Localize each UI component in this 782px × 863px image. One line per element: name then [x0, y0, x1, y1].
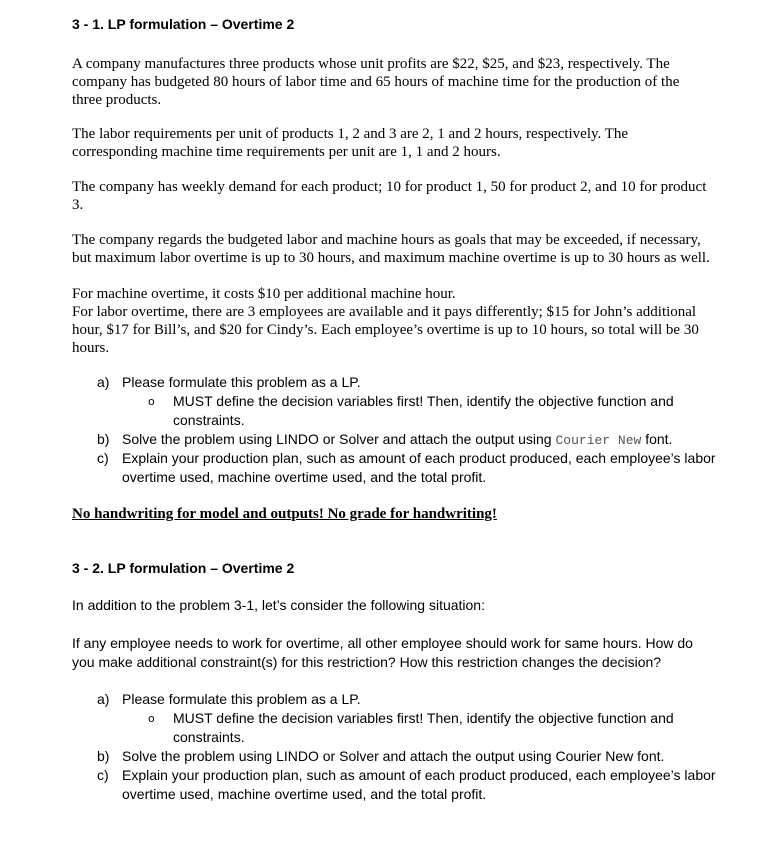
list-item-a: Please formulate this problem as a LP. [122, 691, 361, 707]
text-line: The company has weekly demand for each product; 10 for product 1, 50 for product 2, and 10 for product [72, 179, 707, 195]
text-line: overtime used, machine overtime used, and the total profit. [122, 469, 487, 485]
section1-paragraph-3 [72, 178, 732, 214]
text-line: corresponding machine time requirements per unit are 1, 1 and 2 hours. [72, 144, 501, 160]
list-marker-a: a) [97, 691, 110, 707]
section2-intro [72, 596, 732, 615]
sub-list-item [173, 709, 674, 747]
section1-paragraph-1 [72, 55, 732, 109]
section2-paragraph [72, 634, 732, 672]
section2-heading: 3 - 2. LP formulation – Overtime 2 [72, 560, 295, 576]
sub-bullet-icon: o [148, 712, 155, 725]
text-line: company has budgeted 80 hours of labor time and 65 hours of machine time for the production of the [72, 74, 680, 90]
text-line: MUST define the decision variables first! Then, identify the objective function and [173, 393, 674, 409]
text-line: but maximum labor overtime is up to 30 hours, and maximum machine overtime is up to 30 hours as well. [72, 250, 710, 266]
section1-heading: 3 - 1. LP formulation – Overtime 2 [72, 16, 295, 32]
list-item-b-text: Solve the problem using LINDO or Solver and attach the output using [122, 431, 556, 447]
text-line: For machine overtime, it costs $10 per additional machine hour. [72, 286, 456, 302]
section1-paragraph-2 [72, 125, 732, 161]
list-item-a: Please formulate this problem as a LP. [122, 374, 361, 390]
list-marker-b: b) [97, 748, 110, 764]
list-marker-b: b) [97, 431, 110, 447]
sub-list-item [173, 392, 674, 430]
text-line: The company regards the budgeted labor and machine hours as goals that may be exceeded, if necessary, [72, 232, 701, 248]
list-item-b-text-end: font. [641, 431, 673, 447]
list-item-c [122, 766, 716, 804]
list-item-c [122, 449, 716, 487]
sub-bullet-icon: o [148, 395, 155, 408]
text-line: 3. [72, 197, 84, 213]
text-line: overtime used, machine overtime used, and the total profit. [122, 786, 487, 802]
handwriting-warning: No handwriting for model and outputs! No grade for handwriting! [72, 506, 497, 522]
text-line: Explain your production plan, such as amount of each product produced, each employee’s labor [122, 767, 716, 783]
text-line: If any employee needs to work for overtime, all other employee should work for same hours. How do [72, 635, 693, 651]
text-line: hour, $17 for Bill’s, and $20 for Cindy’s. Each employee’s overtime is up to 10 hours, so total will be 30 [72, 322, 699, 338]
text-line: For labor overtime, there are 3 employees are available and it pays differently; $15 for John’s additional [72, 304, 697, 320]
text-line: you make additional constraint(s) for this restriction? How this restriction changes the decision? [72, 654, 662, 670]
courier-new-sample: Courier New [555, 433, 642, 448]
section1-paragraph-4 [72, 231, 732, 267]
text-line: Explain your production plan, such as amount of each product produced, each employee’s labor [122, 450, 716, 466]
text-line: MUST define the decision variables first! Then, identify the objective function and [173, 710, 674, 726]
list-marker-c: c) [97, 767, 109, 783]
section1-paragraph-5 [72, 285, 732, 357]
text-line: The labor requirements per unit of products 1, 2 and 3 are 2, 1 and 2 hours, respectively. The [72, 126, 629, 142]
list-item-b [122, 430, 672, 450]
list-marker-c: c) [97, 450, 109, 466]
text-line: In addition to the problem 3-1, let’s consider the following situation: [72, 597, 485, 613]
text-line: A company manufactures three products whose unit profits are $22, $25, and $23, respectively. The [72, 56, 670, 72]
text-line: hours. [72, 340, 110, 356]
text-line: three products. [72, 92, 162, 108]
list-marker-a: a) [97, 374, 110, 390]
list-item-b: Solve the problem using LINDO or Solver and attach the output using Courier New font. [122, 748, 665, 764]
text-line: constraints. [173, 729, 245, 745]
text-line: constraints. [173, 412, 245, 428]
